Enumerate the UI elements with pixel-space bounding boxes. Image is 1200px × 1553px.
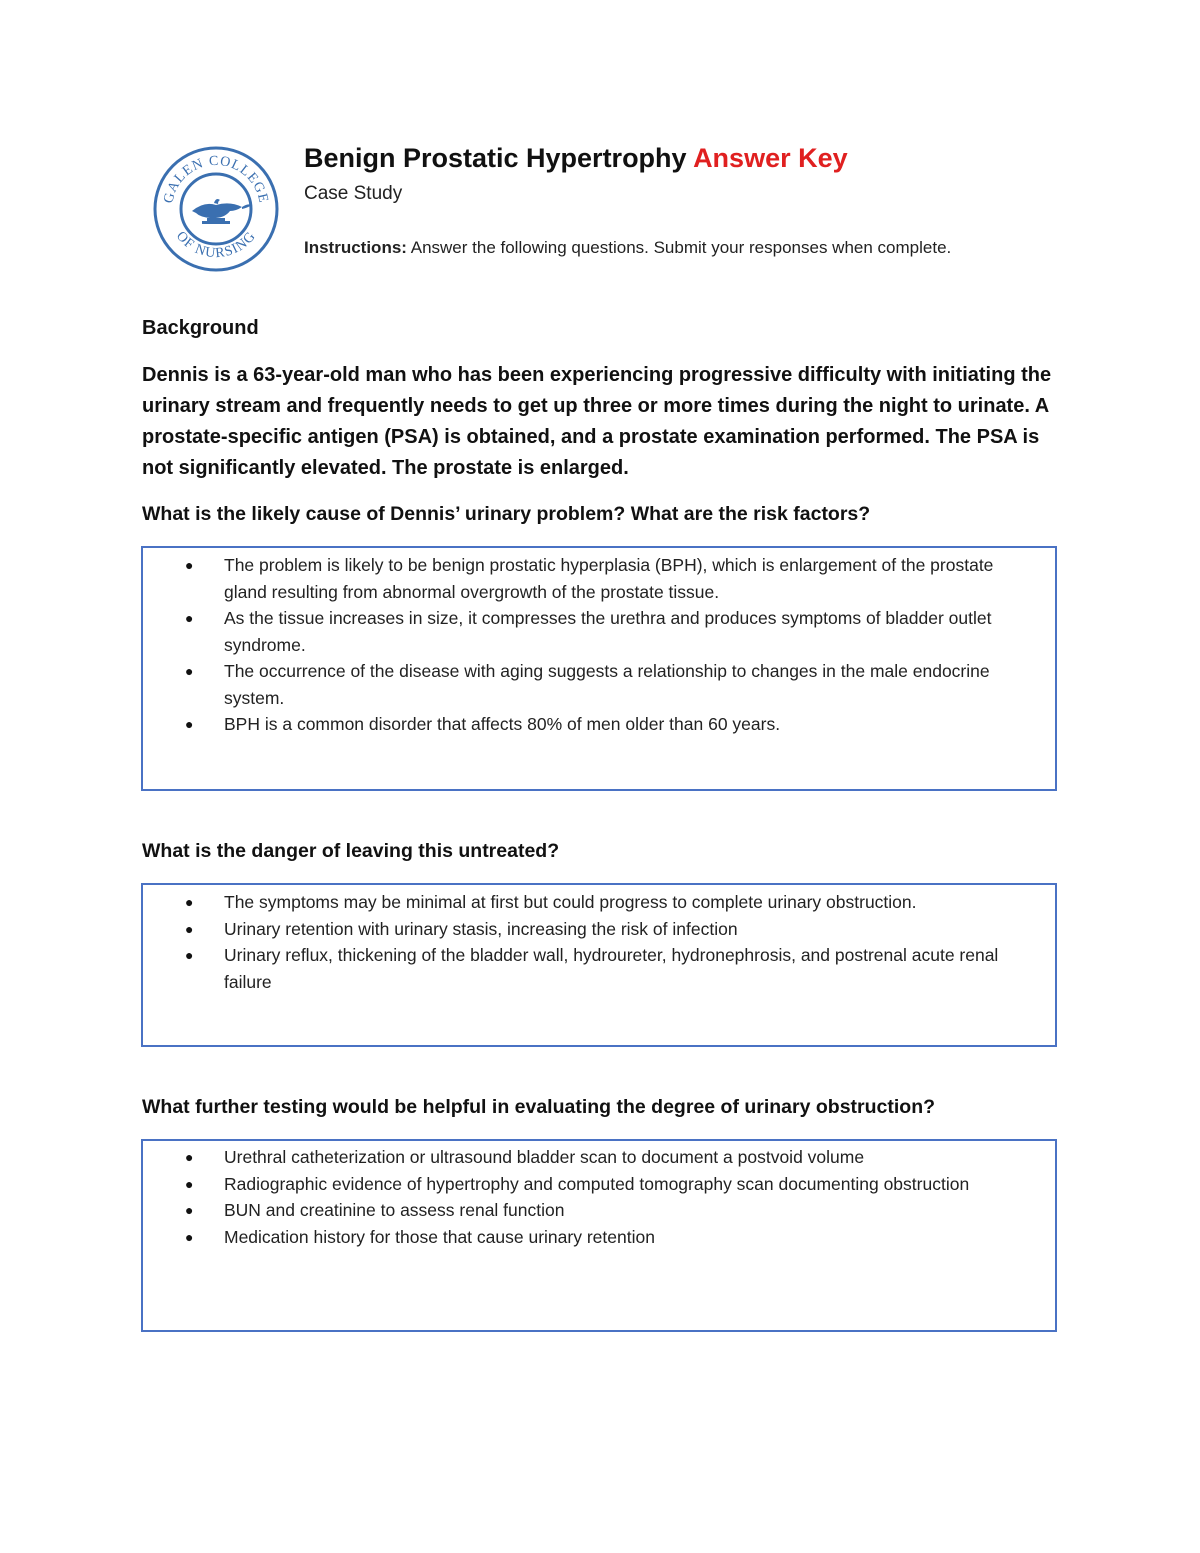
answer-item: ● Urinary reflux, thickening of the bladder wall, hydroureter, hydronephrosis, and postrenal acute renal failure <box>143 942 1055 995</box>
answer-item: ● The symptoms may be minimal at first but could progress to complete urinary obstruction. <box>143 889 1055 916</box>
bullet-icon: ● <box>185 1202 194 1218</box>
answer-item: ● BUN and creatinine to assess renal function <box>143 1197 1055 1224</box>
college-seal-icon <box>152 145 280 273</box>
instructions-label: Instructions: <box>304 238 407 257</box>
instructions-text: Answer the following questions. Submit your responses when complete. <box>406 238 952 257</box>
answer-item: ● BPH is a common disorder that affects 80% of men older than 60 years. <box>143 711 1055 738</box>
answer-item: ● The problem is likely to be benign prostatic hyperplasia (BPH), which is enlargement of the prostate gland resulting from abnormal overgrowth of the prostate tissue. <box>143 552 1055 605</box>
question-3: What further testing would be helpful in evaluating the degree of urinary obstruction? <box>142 1096 936 1118</box>
answer-box-2 <box>141 883 1057 1047</box>
bullet-icon: ● <box>185 920 194 937</box>
answer-item: ● Medication history for those that cause urinary retention <box>143 1224 1055 1251</box>
background-text: Dennis is a 63-year-old man who has been experiencing progressive difficulty with initiating the urinary stream and frequently needs to get up three or more times during the night to urinate. A prostate-specific antigen (PSA) is obtained, and a prostate examination performed. The PSA is not significantly elevated. The prostate is enlarged. <box>142 364 1052 479</box>
title-accent: Answer Key <box>693 143 848 173</box>
bullet-icon: ● <box>185 1175 194 1192</box>
bullet-icon: ● <box>185 557 194 573</box>
answer-box-3 <box>141 1139 1057 1332</box>
bullet-icon: ● <box>185 947 194 963</box>
question-2: What is the danger of leaving this untreated? <box>142 840 560 862</box>
page-title <box>304 143 848 174</box>
bullet-icon: ● <box>185 1149 194 1165</box>
bullet-icon: ● <box>185 894 194 910</box>
lamp-icon <box>192 199 252 224</box>
answer-item: ● Urethral catheterization or ultrasound bladder scan to document a postvoid volume <box>143 1144 1055 1171</box>
title-main: Benign Prostatic Hypertrophy <box>304 143 694 173</box>
question-1: What is the likely cause of Dennis’ urinary problem? What are the risk factors? <box>142 503 871 525</box>
answer-item: ● Radiographic evidence of hypertrophy and computed tomography scan documenting obstruction <box>143 1171 1055 1198</box>
logo-bottom-text: OF NURSING <box>172 228 260 262</box>
answer-item: ● Urinary retention with urinary stasis, increasing the risk of infection <box>143 916 1055 943</box>
bullet-icon: ● <box>185 716 194 732</box>
logo-top-text: GALEN COLLEGE <box>161 153 271 205</box>
instructions <box>304 238 951 258</box>
bullet-icon: ● <box>185 1228 194 1245</box>
bullet-icon: ● <box>185 663 194 679</box>
answer-item: ● As the tissue increases in size, it compresses the urethra and produces symptoms of bladder outlet syndrome. <box>143 605 1055 658</box>
bullet-icon: ● <box>185 610 194 626</box>
answer-item: ● The occurrence of the disease with aging suggests a relationship to changes in the male endocrine system. <box>143 658 1055 711</box>
college-logo <box>152 145 280 273</box>
background-heading: Background <box>142 317 259 339</box>
page-subtitle: Case Study <box>304 183 403 204</box>
answer-box-1 <box>141 546 1057 791</box>
